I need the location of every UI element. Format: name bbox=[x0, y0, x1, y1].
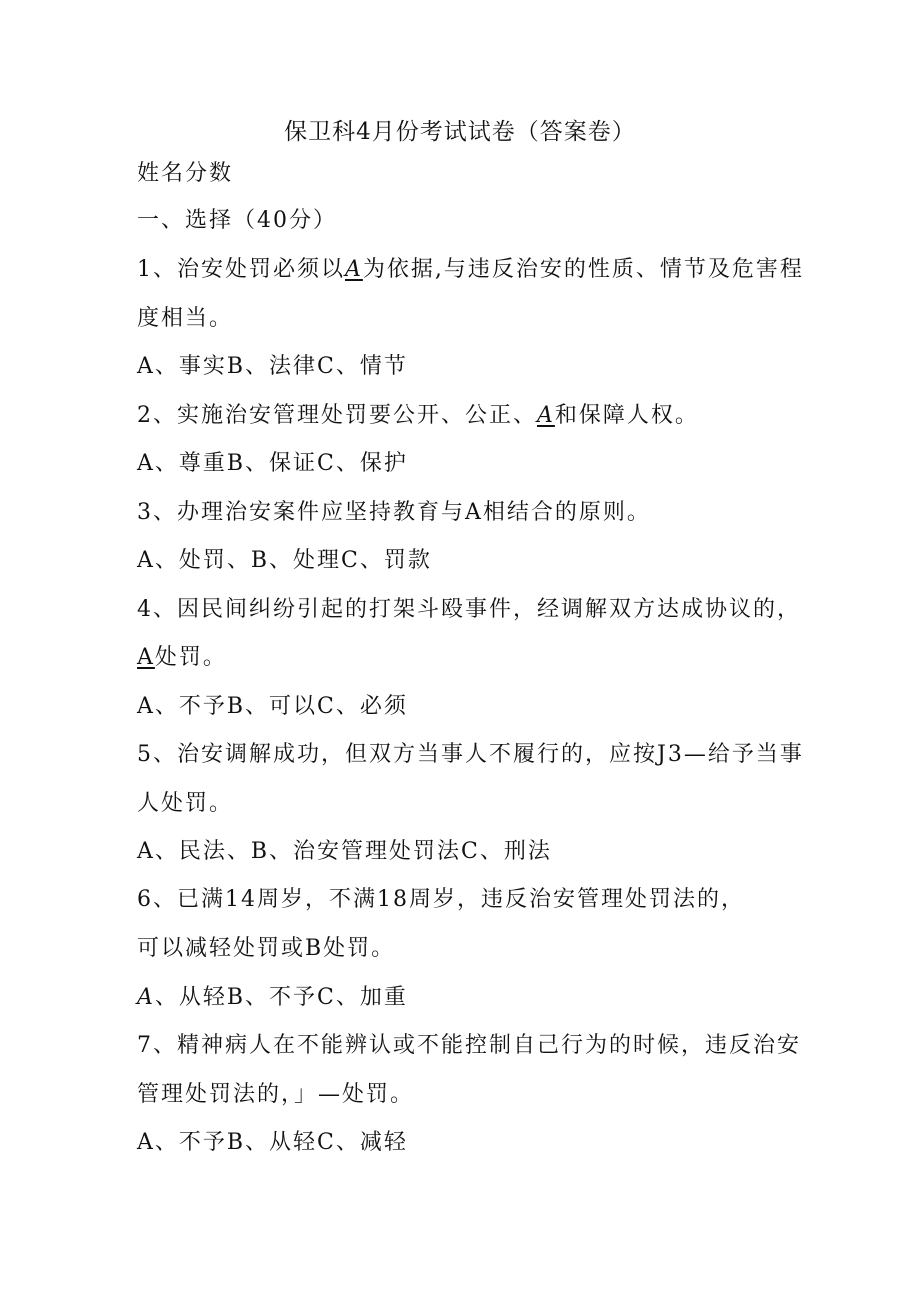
question-3-options: A、处罚、B、处理C、罚款 bbox=[137, 548, 432, 573]
q6-option-letter: A bbox=[137, 985, 155, 1010]
question-2-options: A、尊重B、保证C、保护 bbox=[137, 451, 408, 476]
name-score-line: 姓名分数 bbox=[137, 161, 234, 186]
question-4: 4、因民间纠纷引起的打架斗殴事件，经调解双方达成协议的， bbox=[137, 597, 801, 622]
question-7-cont: 管理处罚法的，」—处罚。 bbox=[137, 1082, 415, 1107]
question-1-cont: 度相当。 bbox=[137, 306, 234, 331]
question-1-options: A、事实B、法律C、情节 bbox=[137, 354, 408, 379]
question-5: 5、治安调解成功，但双方当事人不履行的，应按J3—给予当事 bbox=[137, 742, 804, 767]
question-5-cont: 人处罚。 bbox=[137, 791, 234, 816]
question-5-options: A、民法、B、治安管理处罚法C、刑法 bbox=[137, 839, 552, 864]
q1-answer: A bbox=[345, 257, 363, 282]
question-7: 7、精神病人在不能辨认或不能控制自己行为的时候，违反治安 bbox=[137, 1033, 801, 1058]
page-title: 保卫科4月份考试试卷（答案卷） bbox=[284, 119, 636, 145]
question-6: 6、已满14周岁，不满18周岁，违反治安管理处罚法的， bbox=[137, 887, 745, 912]
question-6-cont: 可以减轻处罚或B处罚。 bbox=[137, 936, 396, 961]
q2-text-pre: 2、实施治安管理处罚要公开、公正、 bbox=[137, 403, 537, 428]
section-heading: 一、选择（40分） bbox=[137, 208, 337, 233]
q4-text-post: 处罚。 bbox=[154, 645, 227, 670]
q2-answer: A bbox=[537, 403, 555, 428]
question-4-options: A、不予B、可以C、必须 bbox=[137, 694, 408, 719]
q2-text-post: 和保障人权。 bbox=[554, 403, 699, 428]
q6-options-rest: 、从轻B、不予C、加重 bbox=[154, 985, 408, 1010]
question-6-options bbox=[137, 983, 408, 1013]
q4-answer: A bbox=[137, 645, 155, 670]
q1-text-post: 为依据,与违反治安的性质、情节及危害程 bbox=[362, 257, 804, 282]
question-3: 3、办理治安案件应坚持教育与A相结合的原则。 bbox=[137, 500, 651, 525]
question-7-options: A、不予B、从轻C、减轻 bbox=[137, 1130, 408, 1155]
question-4-cont bbox=[137, 643, 227, 673]
question-1 bbox=[137, 255, 804, 285]
question-2 bbox=[137, 401, 699, 431]
q1-text-pre: 1、治安处罚必须以 bbox=[137, 257, 345, 282]
